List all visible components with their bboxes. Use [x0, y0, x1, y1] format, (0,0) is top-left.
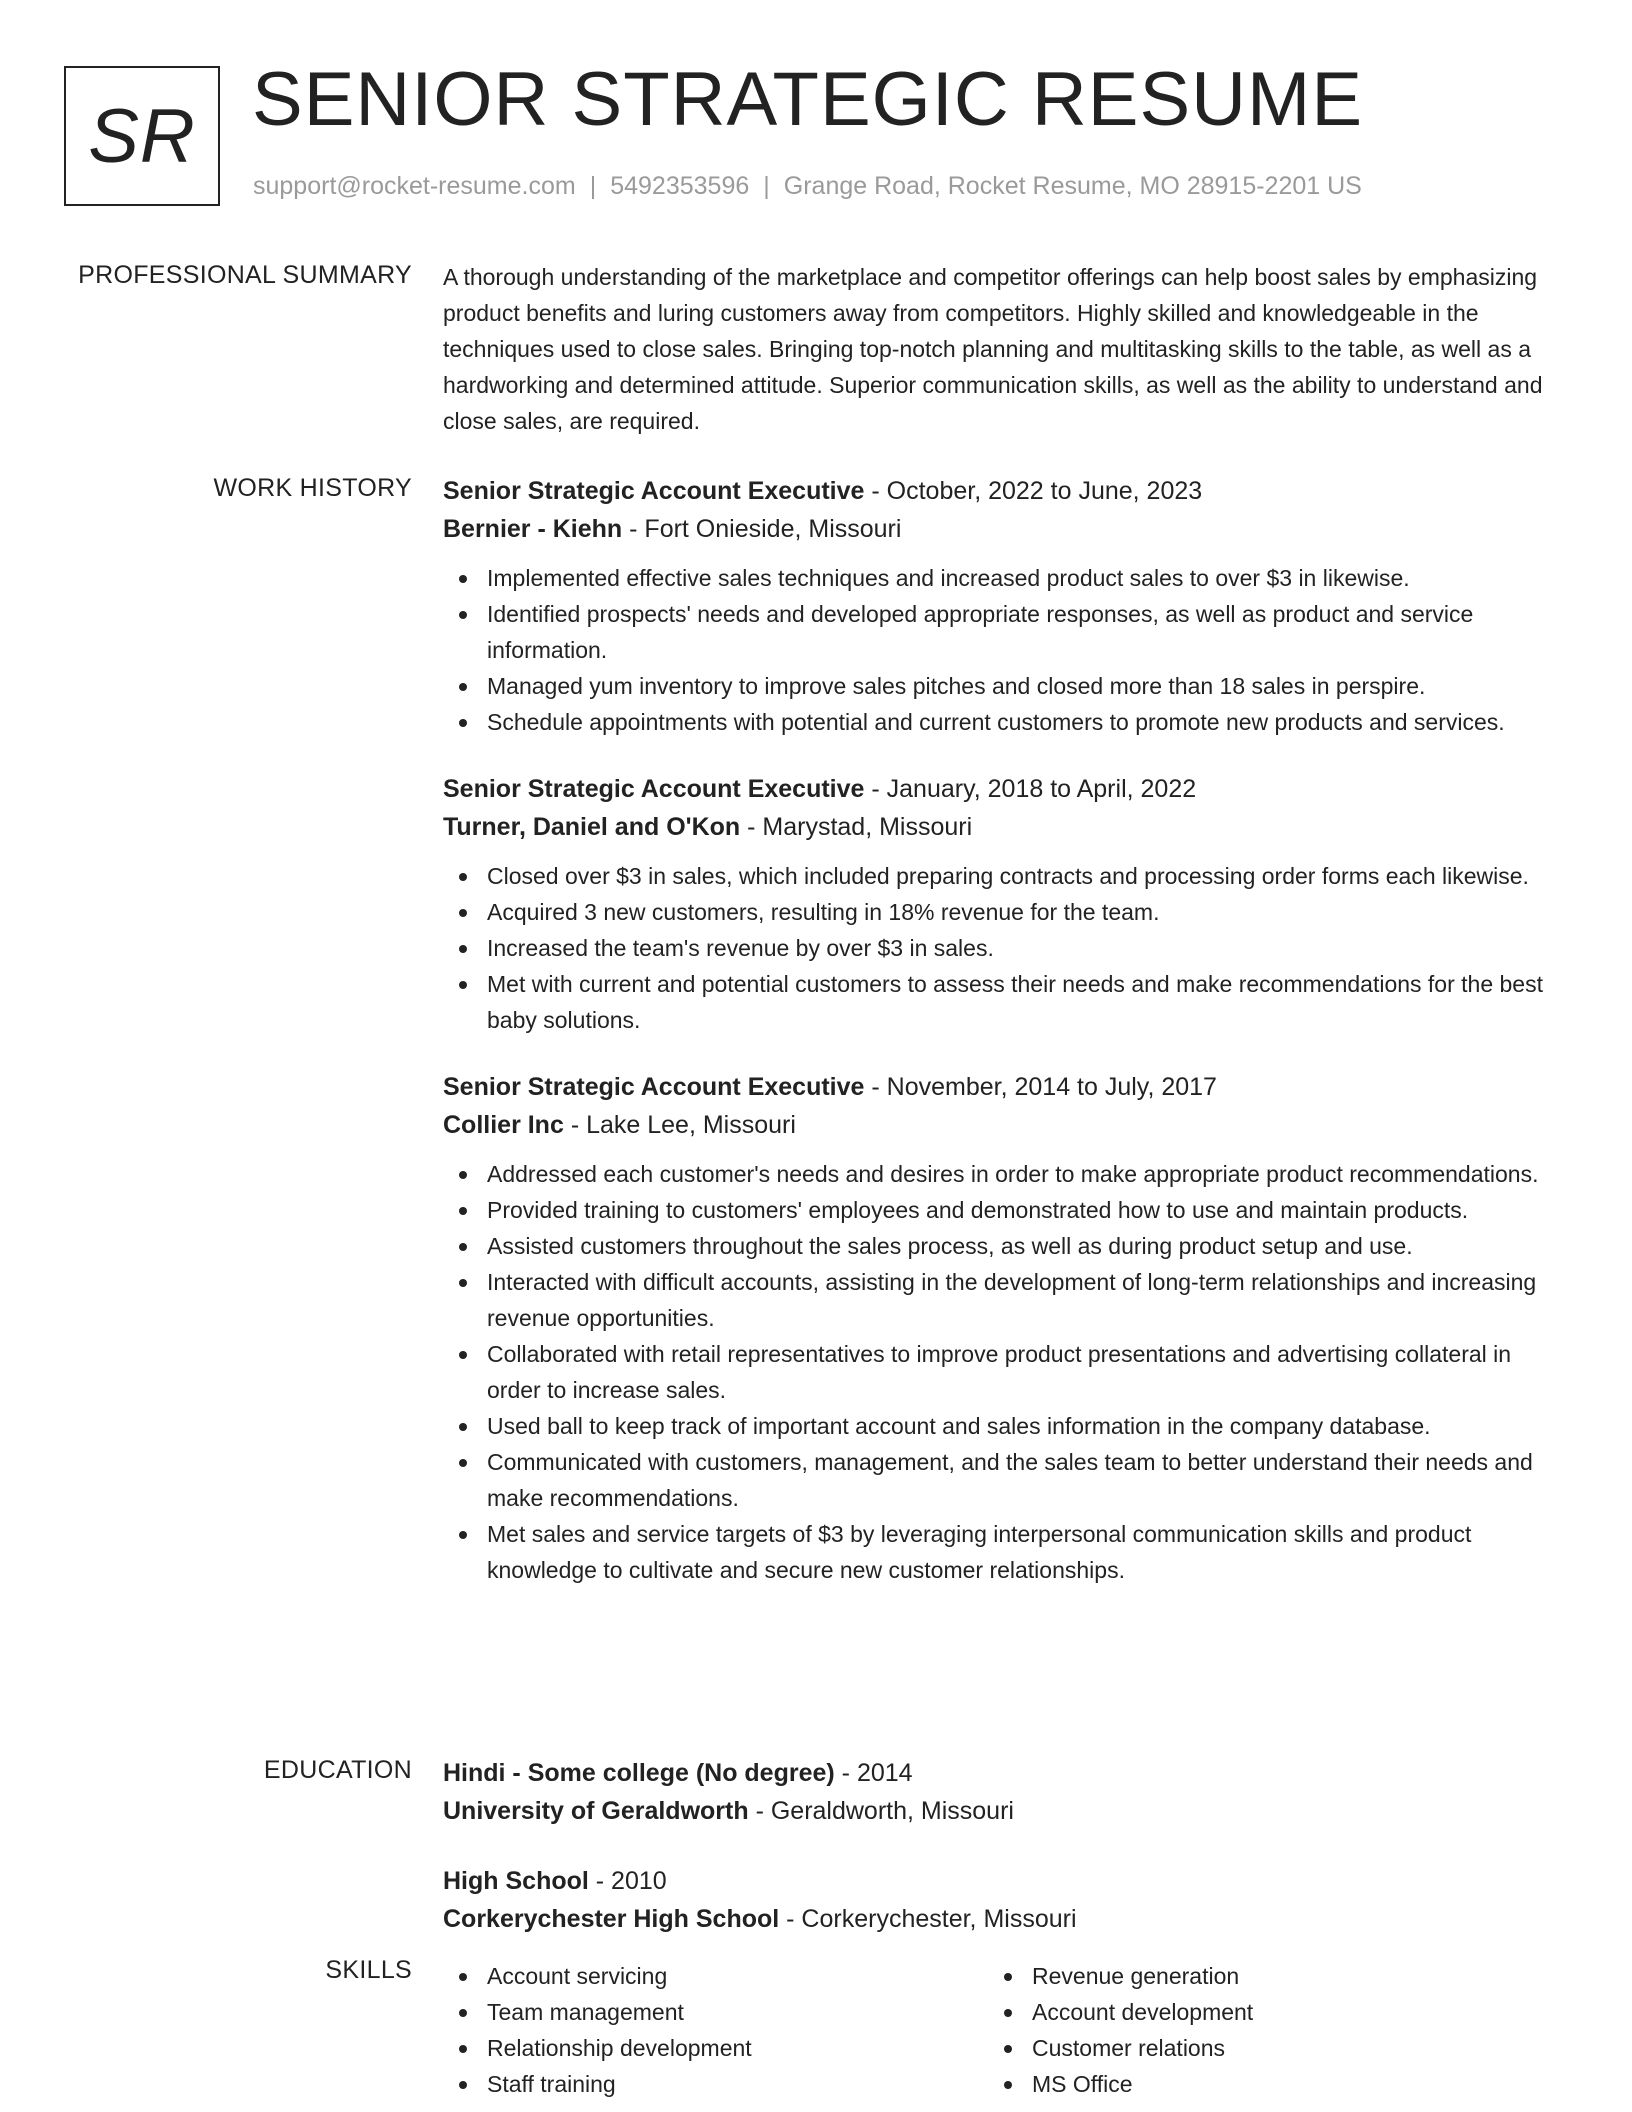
job-bullet: Identified prospects' needs and developed appropriate responses, as well as product and service information.: [443, 596, 1563, 668]
skills-column-right: [988, 1958, 1533, 2102]
education-heading: EDUCATION: [263, 1756, 412, 1784]
job-location: - Lake Lee, Missouri: [563, 1111, 796, 1139]
job-bullet: Acquired 3 new customers, resulting in 18% revenue for the team.: [443, 894, 1563, 930]
skill-item: Revenue generation: [988, 1958, 1533, 1994]
resume-name: SENIOR STRATEGIC RESUME: [252, 57, 1364, 142]
job-company: Collier Inc: [443, 1111, 564, 1139]
job-company: Turner, Daniel and O'Kon: [443, 813, 741, 841]
education-year: - 2014: [834, 1759, 913, 1787]
work-history-heading: WORK HISTORY: [213, 474, 412, 502]
skills-list: [988, 1958, 1533, 2102]
education-school-line: [443, 1792, 1563, 1830]
job-company: Bernier - Kiehn: [443, 515, 623, 543]
job-bullets: [443, 858, 1563, 1038]
job-title-line: [443, 1068, 1563, 1106]
job-bullets: [443, 1156, 1563, 1588]
education-entry: [443, 1754, 1563, 1830]
summary-text: A thorough understanding of the marketplace and competitor offerings can help boost sales by emphasizing product benefits and luring customers away from competitors. Highly skilled and knowledgeable in the techniques used to close sales. Bringing top-notch planning and multitasking skills to the table, as well as a hardworking and determined attitude. Superior communication skills, as well as the ability to understand and close sales, are required.: [443, 264, 1543, 434]
job-bullet: Closed over $3 in sales, which included preparing contracts and processing order forms each likewise.: [443, 858, 1563, 894]
education-year: - 2010: [588, 1867, 667, 1895]
contact-line: [253, 172, 1362, 201]
education-location: - Corkerychester, Missouri: [779, 1905, 1077, 1933]
job-bullet: Used ball to keep track of important account and sales information in the company database.: [443, 1408, 1563, 1444]
contact-phone: 5492353596: [610, 172, 750, 200]
skill-item: Customer relations: [988, 2030, 1533, 2066]
education-school: University of Geraldworth: [443, 1797, 749, 1825]
education-body: [443, 1754, 1563, 1970]
skills-list: [443, 1958, 988, 2102]
job-bullet: Provided training to customers' employees and demonstrated how to use and maintain products.: [443, 1192, 1563, 1228]
job-bullet: Addressed each customer's needs and desires in order to make appropriate product recommendations.: [443, 1156, 1563, 1192]
job-bullet: Implemented effective sales techniques and increased product sales to over $3 in likewise.: [443, 560, 1563, 596]
job-location: - Marystad, Missouri: [740, 813, 973, 841]
work-history-body: [443, 472, 1563, 1618]
job-bullet: Increased the team's revenue by over $3 in sales.: [443, 930, 1563, 966]
contact-email: support@rocket-resume.com: [253, 172, 576, 200]
education-school: Corkerychester High School: [443, 1905, 780, 1933]
job-entry: [443, 1068, 1563, 1588]
job-company-line: [443, 1106, 1563, 1144]
job-entry: [443, 770, 1563, 1038]
skill-item: Staff training: [443, 2066, 988, 2102]
skills-body: [443, 1958, 1563, 2102]
education-location: - Geraldworth, Missouri: [748, 1797, 1014, 1825]
job-company-line: [443, 808, 1563, 846]
job-location: - Fort Onieside, Missouri: [622, 515, 902, 543]
contact-separator: |: [589, 172, 597, 200]
summary-body: [443, 259, 1563, 439]
contact-address: Grange Road, Rocket Resume, MO 28915-2201 US: [783, 172, 1362, 200]
job-title-line: [443, 770, 1563, 808]
monogram-box: [64, 66, 220, 206]
job-dates: - January, 2018 to April, 2022: [864, 775, 1197, 803]
monogram-initials: SR: [88, 93, 196, 179]
job-position: Senior Strategic Account Executive: [443, 1073, 865, 1101]
summary-heading: PROFESSIONAL SUMMARY: [78, 261, 412, 289]
skills-heading: SKILLS: [325, 1956, 412, 1984]
education-degree-line: [443, 1754, 1563, 1792]
education-degree: High School: [443, 1867, 589, 1895]
job-position: Senior Strategic Account Executive: [443, 477, 865, 505]
job-bullet: Managed yum inventory to improve sales pitches and closed more than 18 sales in perspire.: [443, 668, 1563, 704]
job-title-line: [443, 472, 1563, 510]
job-bullet: Met sales and service targets of $3 by leveraging interpersonal communication skills and product knowledge to cultivate and secure new customer relationships.: [443, 1516, 1563, 1588]
education-entry: [443, 1862, 1563, 1938]
job-bullet: Collaborated with retail representatives to improve product presentations and advertising collateral in order to increase sales.: [443, 1336, 1563, 1408]
job-bullet: Communicated with customers, management, and the sales team to better understand their needs and make recommendations.: [443, 1444, 1563, 1516]
skill-item: Account development: [988, 1994, 1533, 2030]
job-company-line: [443, 510, 1563, 548]
skill-item: Team management: [443, 1994, 988, 2030]
job-entry: [443, 472, 1563, 740]
skill-item: MS Office: [988, 2066, 1533, 2102]
skill-item: Relationship development: [443, 2030, 988, 2066]
skills-columns: [443, 1958, 1563, 2102]
job-bullet: Met with current and potential customers to assess their needs and make recommendations for the best baby solutions.: [443, 966, 1563, 1038]
job-dates: - November, 2014 to July, 2017: [864, 1073, 1217, 1101]
job-dates: - October, 2022 to June, 2023: [864, 477, 1203, 505]
job-position: Senior Strategic Account Executive: [443, 775, 865, 803]
contact-separator: |: [763, 172, 770, 200]
skills-column-left: [443, 1958, 988, 2102]
job-bullets: [443, 560, 1563, 740]
education-degree: Hindi - Some college (No degree): [443, 1759, 835, 1787]
job-bullet: Schedule appointments with potential and current customers to promote new products and services.: [443, 704, 1563, 740]
job-bullet: Interacted with difficult accounts, assisting in the development of long-term relationships and increasing revenue opportunities.: [443, 1264, 1563, 1336]
education-school-line: [443, 1900, 1563, 1938]
job-bullet: Assisted customers throughout the sales process, as well as during product setup and use.: [443, 1228, 1563, 1264]
education-degree-line: [443, 1862, 1563, 1900]
skill-item: Account servicing: [443, 1958, 988, 1994]
